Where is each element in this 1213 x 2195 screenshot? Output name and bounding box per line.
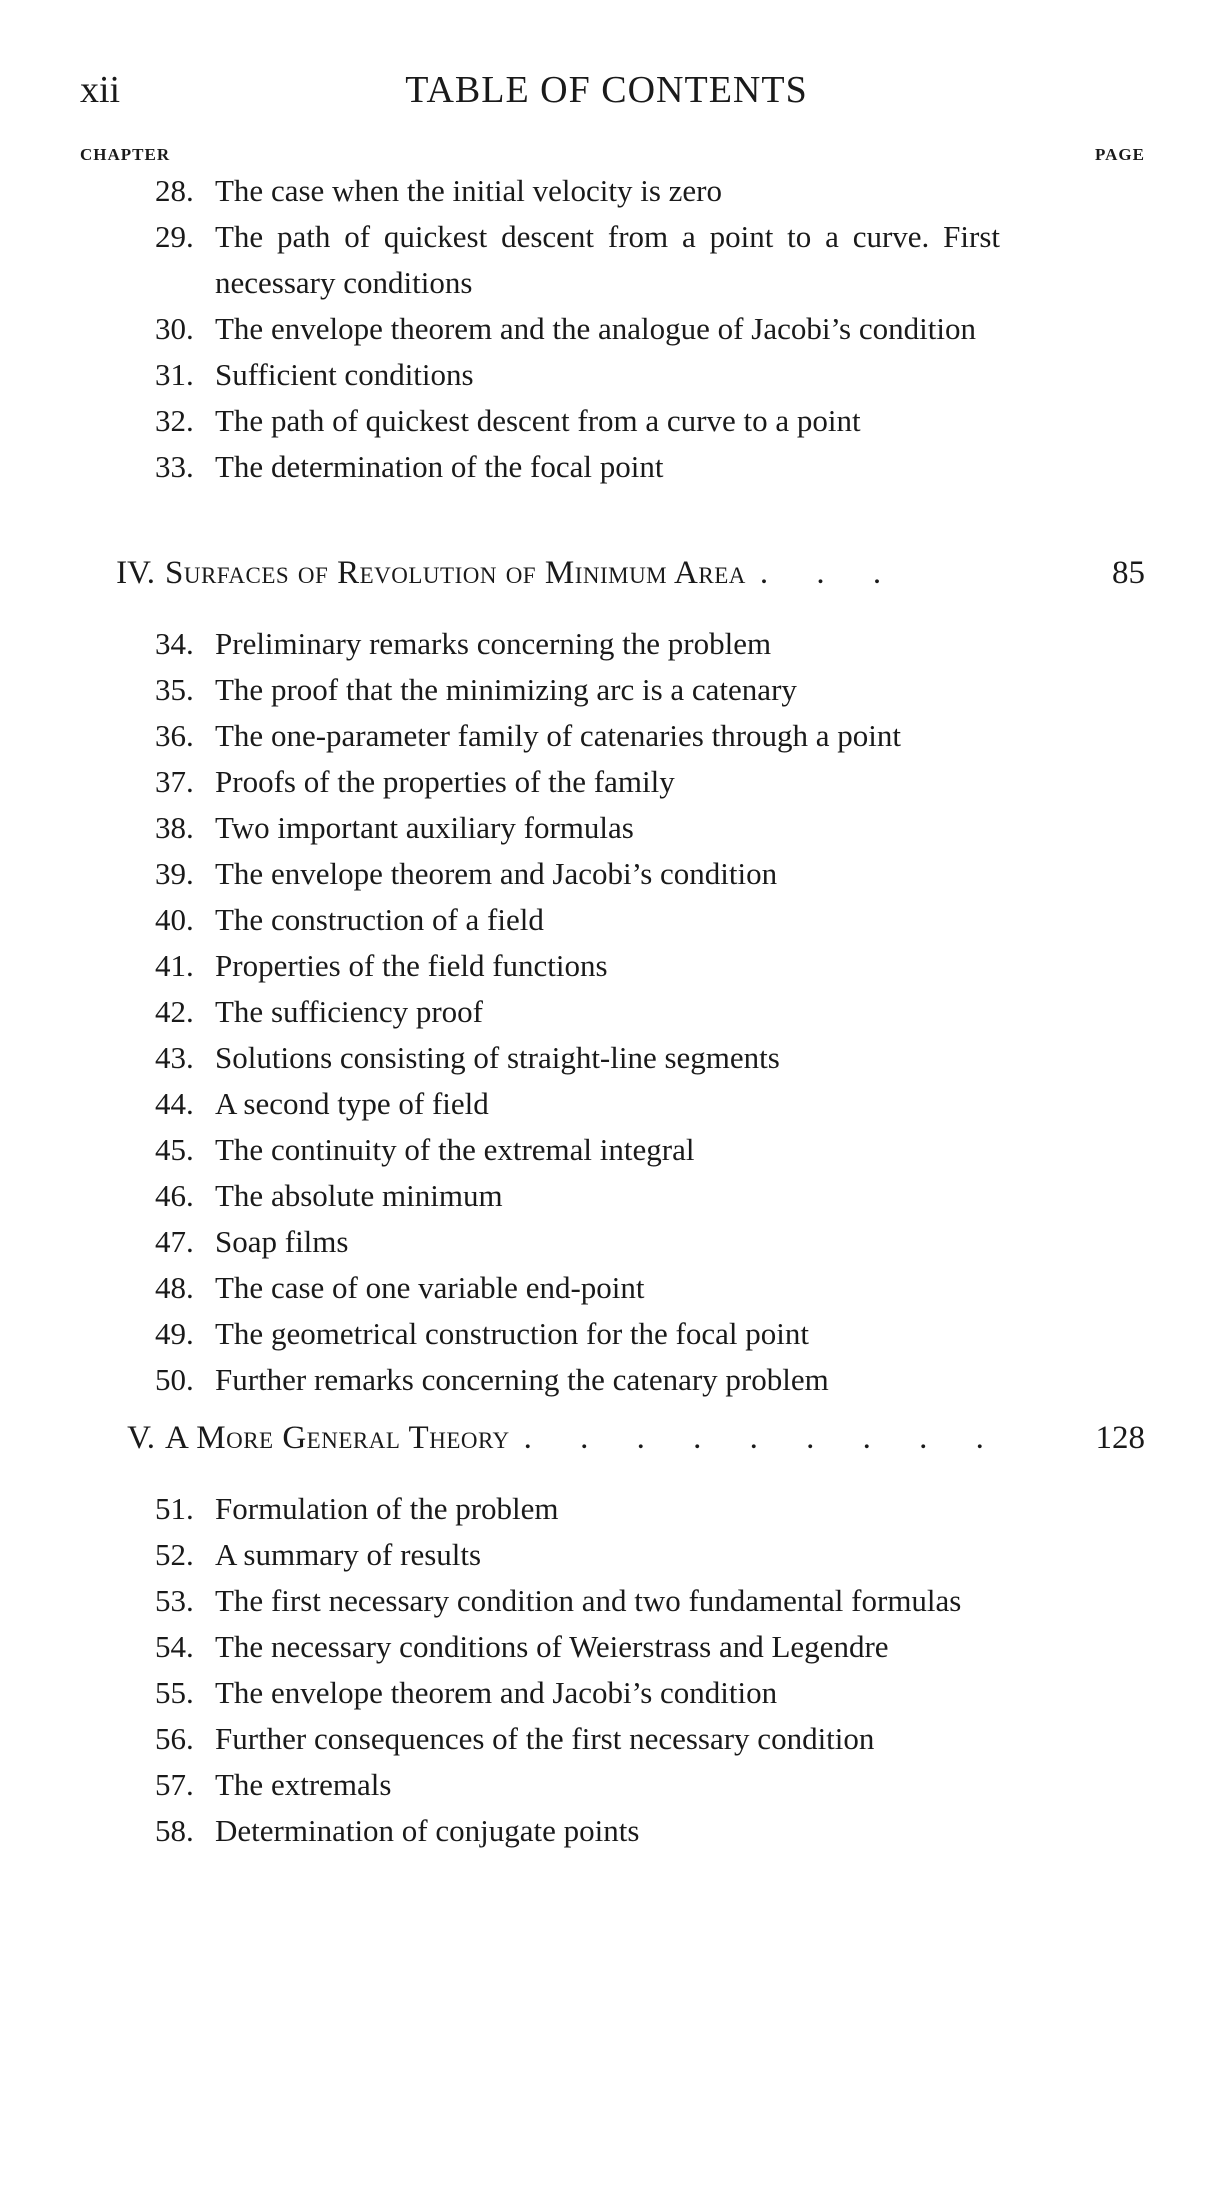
section-number: 46. bbox=[155, 1178, 194, 1213]
section-number: 32. bbox=[155, 403, 194, 438]
page-folio: xii bbox=[80, 69, 121, 111]
section-item bbox=[155, 1219, 1055, 1265]
section-item bbox=[155, 168, 1055, 214]
section-list-chapter-5 bbox=[155, 1486, 1055, 1854]
section-title: Preliminary remarks concerning the problem bbox=[215, 626, 772, 661]
section-number: 33. bbox=[155, 449, 194, 484]
section-item bbox=[155, 444, 1055, 490]
section-title: Formulation of the problem bbox=[215, 1491, 559, 1526]
section-number: 35. bbox=[155, 672, 194, 707]
section-title: The first necessary condition and two fundamental formulas bbox=[215, 1583, 962, 1618]
section-title: Further consequences of the first necessary condition bbox=[215, 1721, 875, 1756]
section-item bbox=[155, 306, 1055, 352]
section-item bbox=[155, 1532, 1055, 1578]
chapter-number: IV. bbox=[116, 555, 155, 591]
section-title: The continuity of the extremal integral bbox=[215, 1132, 695, 1167]
section-number: 56. bbox=[155, 1721, 194, 1756]
section-item bbox=[155, 352, 1055, 398]
section-item bbox=[155, 1127, 1055, 1173]
section-title: The geometrical construction for the focal point bbox=[215, 1316, 809, 1351]
chapter-page-number: 128 bbox=[1095, 1420, 1145, 1456]
section-item bbox=[155, 851, 1055, 897]
section-title: The extremals bbox=[215, 1767, 392, 1802]
chapter-entry-v[interactable] bbox=[80, 1420, 1145, 1457]
chapter-number: V. bbox=[127, 1420, 155, 1456]
section-title: Solutions consisting of straight-line segments bbox=[215, 1040, 780, 1075]
section-number: 44. bbox=[155, 1086, 194, 1121]
chapter-entry-iv[interactable] bbox=[80, 555, 1145, 592]
section-title: The proof that the minimizing arc is a catenary bbox=[215, 672, 797, 707]
section-title: The envelope theorem and Jacobi’s condition bbox=[215, 1675, 778, 1710]
section-number: 58. bbox=[155, 1813, 194, 1848]
section-number: 53. bbox=[155, 1583, 194, 1618]
section-item bbox=[155, 214, 1055, 306]
section-item bbox=[155, 1716, 1055, 1762]
section-item bbox=[155, 1173, 1055, 1219]
section-title: Sufficient conditions bbox=[215, 357, 474, 392]
section-number: 52. bbox=[155, 1537, 194, 1572]
dot-leader: . . . . . . . . . bbox=[523, 1420, 1004, 1456]
section-title: The path of quickest descent from a point to a curve. First necessary conditions bbox=[215, 219, 1000, 300]
page-column-label: PAGE bbox=[1095, 145, 1145, 164]
dot-leader: . . . bbox=[759, 555, 902, 591]
section-list-chapter-3 bbox=[155, 168, 1055, 490]
section-title: Soap films bbox=[215, 1224, 349, 1259]
chapter-column-label: CHAPTER bbox=[80, 145, 171, 164]
section-item bbox=[155, 398, 1055, 444]
section-item bbox=[155, 989, 1055, 1035]
section-number: 38. bbox=[155, 810, 194, 845]
section-item bbox=[155, 1624, 1055, 1670]
section-number: 55. bbox=[155, 1675, 194, 1710]
section-title: The determination of the focal point bbox=[215, 449, 664, 484]
section-title: The construction of a field bbox=[215, 902, 544, 937]
section-number: 48. bbox=[155, 1270, 194, 1305]
section-item bbox=[155, 1265, 1055, 1311]
section-number: 30. bbox=[155, 311, 194, 346]
section-item bbox=[155, 1357, 1055, 1403]
section-number: 29. bbox=[155, 219, 194, 254]
section-number: 31. bbox=[155, 357, 194, 392]
section-number: 51. bbox=[155, 1491, 194, 1526]
section-item bbox=[155, 897, 1055, 943]
section-title: Determination of conjugate points bbox=[215, 1813, 640, 1848]
running-head: TABLE OF CONTENTS bbox=[405, 69, 808, 111]
section-number: 54. bbox=[155, 1629, 194, 1664]
section-title: The case when the initial velocity is zero bbox=[215, 173, 723, 208]
section-title: The one-parameter family of catenaries through a point bbox=[215, 718, 902, 753]
section-number: 36. bbox=[155, 718, 194, 753]
section-title: Properties of the field functions bbox=[215, 948, 608, 983]
section-number: 42. bbox=[155, 994, 194, 1029]
section-item bbox=[155, 943, 1055, 989]
section-item bbox=[155, 1762, 1055, 1808]
section-item bbox=[155, 805, 1055, 851]
section-title: Two important auxiliary formulas bbox=[215, 810, 634, 845]
section-item bbox=[155, 667, 1055, 713]
section-number: 39. bbox=[155, 856, 194, 891]
section-item bbox=[155, 1578, 1055, 1624]
section-item bbox=[155, 713, 1055, 759]
section-item bbox=[155, 1311, 1055, 1357]
section-title: The envelope theorem and the analogue of Jacobi’s condition bbox=[215, 311, 976, 346]
chapter-title: Surfaces of Revolution of Minimum Area bbox=[165, 555, 746, 591]
section-number: 34. bbox=[155, 626, 194, 661]
section-title: The absolute minimum bbox=[215, 1178, 503, 1213]
section-number: 45. bbox=[155, 1132, 194, 1167]
section-item bbox=[155, 1808, 1055, 1854]
section-item bbox=[155, 1670, 1055, 1716]
section-title: A summary of results bbox=[215, 1537, 482, 1572]
section-item bbox=[155, 621, 1055, 667]
section-number: 28. bbox=[155, 173, 194, 208]
section-number: 37. bbox=[155, 764, 194, 799]
section-number: 40. bbox=[155, 902, 194, 937]
section-title: The envelope theorem and Jacobi’s condition bbox=[215, 856, 778, 891]
section-item bbox=[155, 1081, 1055, 1127]
section-item bbox=[155, 759, 1055, 805]
section-title: Proofs of the properties of the family bbox=[215, 764, 675, 799]
section-number: 41. bbox=[155, 948, 194, 983]
section-number: 43. bbox=[155, 1040, 194, 1075]
section-number: 50. bbox=[155, 1362, 194, 1397]
section-title: The sufficiency proof bbox=[215, 994, 483, 1029]
section-title: Further remarks concerning the catenary problem bbox=[215, 1362, 829, 1397]
chapter-title: A More General Theory bbox=[165, 1420, 510, 1456]
section-item bbox=[155, 1486, 1055, 1532]
section-number: 49. bbox=[155, 1316, 194, 1351]
section-title: The case of one variable end-point bbox=[215, 1270, 645, 1305]
section-title: The path of quickest descent from a curve to a point bbox=[215, 403, 861, 438]
section-list-chapter-4 bbox=[155, 621, 1055, 1403]
section-title: A second type of field bbox=[215, 1086, 489, 1121]
section-number: 57. bbox=[155, 1767, 194, 1802]
section-number: 47. bbox=[155, 1224, 194, 1259]
section-item bbox=[155, 1035, 1055, 1081]
chapter-page-number: 85 bbox=[1112, 555, 1145, 591]
section-title: The necessary conditions of Weierstrass and Legendre bbox=[215, 1629, 889, 1664]
